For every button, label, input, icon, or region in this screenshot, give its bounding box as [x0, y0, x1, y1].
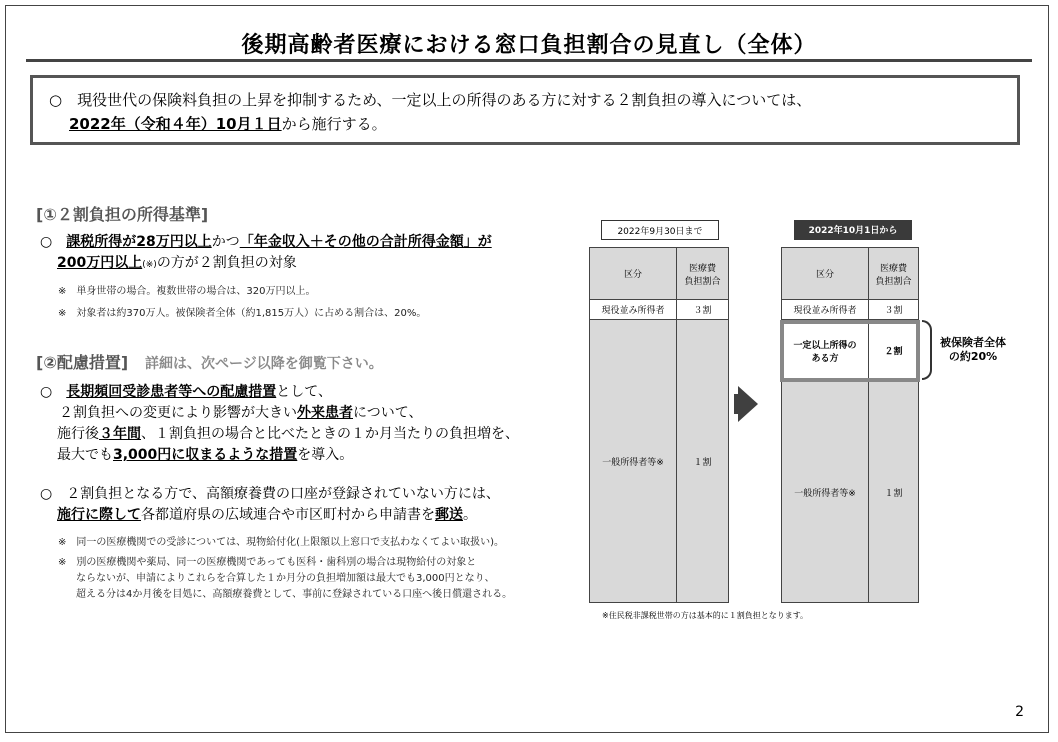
- after-row-general-rate: １割: [869, 382, 919, 603]
- relief-as: として、: [276, 384, 332, 400]
- after-row-active-rate: ３割: [869, 300, 919, 320]
- brace-label: 被保険者全体 の約20%: [940, 336, 1006, 363]
- relief-note-1: ※ 同一の医療機関での受診については、現物給付化(上限額以上窓口で支払わなくてよい取扱い)。: [58, 537, 504, 548]
- brace-icon: [922, 320, 932, 380]
- mail-timing: 施行に際して: [57, 507, 141, 523]
- relief-about: について、: [353, 405, 423, 421]
- relief-note-2a: ※ 別の医療機関や薬局、同一の医療機関であっても医科・歯科別の場合は現物給付の対象と: [58, 557, 477, 568]
- summary-line1: 現役世代の保険料負担の上昇を抑制するため、一定以上の所得のある方に対する２割負担の導入については、: [77, 91, 812, 109]
- section2-heading: [②配慮措置]: [36, 353, 129, 372]
- mail-post: 郵送: [435, 507, 463, 523]
- before-row-active-rate: ３割: [677, 300, 729, 320]
- criteria-target: の方が２割負担の対象: [156, 255, 297, 271]
- criteria-and: かつ: [211, 234, 240, 250]
- before-row-active: 現役並み所得者: [590, 300, 677, 320]
- relief-max: 最大でも: [57, 447, 113, 463]
- relief-after: 施行後: [57, 426, 99, 442]
- section-income-criteria: [36, 202, 208, 225]
- before-row-general: 一般所得者等※: [590, 320, 677, 603]
- relief-bullet-1: ○ 長期頻回受診患者等への配慮措置として、 ２割負担への変更により影響が大きい外来患者について、 施行後３年間、１割負担の場合と比べたときの１か月当たりの負担増を、 最大でも3,000円に収まるような措置を導入。: [40, 384, 519, 463]
- criteria-taxable-income: 課税所得が28万円以上: [66, 234, 212, 250]
- criteria-note-2: ※ 対象者は約370万人。被保険者全体（約1,815万人）に占める割合は、20%。: [58, 308, 427, 319]
- relief-3years: ３年間: [99, 426, 141, 442]
- criteria-note-1: ※ 単身世帯の場合。複数世帯の場合は、320万円以上。: [58, 286, 316, 297]
- before-caption: 2022年9月30日まで: [601, 220, 719, 240]
- relief-outpatient: 外来患者: [297, 405, 353, 421]
- criteria-mark: (※): [142, 260, 157, 270]
- relief-bullet-2: ○ ２割負担となる方で、高額療養費の口座が登録されていない方には、 施行に際して各都道府県の広域連合や市区町村から申請書を郵送。: [40, 486, 500, 523]
- after-header-rate: 医療費 負担割合: [869, 248, 919, 300]
- criteria-threshold: 200万円以上: [57, 255, 143, 271]
- summary-bullet: ○: [49, 91, 63, 109]
- before-header-rate: 医療費 負担割合: [677, 248, 729, 300]
- page-number: 2: [1015, 704, 1024, 720]
- summary-box: [30, 75, 1020, 145]
- before-table: [589, 247, 729, 603]
- mail-intro: ２割負担となる方で、高額療養費の口座が登録されていない方には、: [66, 486, 500, 502]
- before-row-general-rate: １割: [677, 320, 729, 603]
- relief-impact: ２割負担への変更により影響が大きい: [59, 405, 297, 421]
- criteria-text: ○ 課税所得が28万円以上かつ「年金収入＋その他の合計所得金額」が 200万円以上(※)の方が２割負担の対象: [40, 234, 492, 271]
- after-row-active: 現役並み所得者: [782, 300, 869, 320]
- section1-heading: [①２割負担の所得基準]: [36, 205, 209, 224]
- relief-3000: 3,000円に収まるような措置: [113, 447, 298, 463]
- summary-line2: から施行する。: [281, 115, 387, 133]
- relief-note-2b: ならないが、申請によりこれらを合算した１か月分の負担増加額は最大でも3,000円となり、: [76, 573, 495, 584]
- after-row-new: 一定以上所得の ある方: [782, 320, 869, 382]
- title-underline: [26, 59, 1032, 62]
- after-table: [781, 247, 919, 603]
- highlight-frame: [780, 320, 920, 382]
- enforcement-date: 2022年（令和４年）10月１日: [69, 115, 282, 133]
- relief-note-2: [58, 555, 512, 603]
- criteria-pension: 「年金収入＋その他の合計所得金額」が: [239, 234, 492, 250]
- section-relief-measures: [36, 350, 383, 373]
- after-header-category: 区分: [782, 248, 869, 300]
- relief-compare: 、１割負担の場合と比べたときの１か月当たりの負担増を、: [141, 426, 519, 442]
- arrow-right-icon: [738, 386, 758, 422]
- table-footnote: ※住民税非課税世帯の方は基本的に１割負担となります。: [602, 611, 809, 620]
- relief-introduce: を導入。: [297, 447, 354, 463]
- section2-see-next: 詳細は、次ページ以降を御覧下さい。: [144, 356, 383, 372]
- relief-note-2c: 超える分は4か月後を目処に、高額療養費として、事前に登録されている口座へ後日償還される。: [76, 589, 513, 600]
- after-caption: 2022年10月1日から: [794, 220, 912, 240]
- page-title: 後期高齢者医療における窓口負担割合の見直し（全体）: [241, 33, 817, 58]
- relief-long-term: 長期頻回受診患者等への配慮措置: [66, 384, 277, 400]
- after-row-general: 一般所得者等※: [782, 382, 869, 603]
- mail-from: 各都道府県の広域連合や市区町村から申請書を: [141, 507, 435, 523]
- after-row-new-rate: ２割: [869, 320, 919, 382]
- before-header-category: 区分: [590, 248, 677, 300]
- mail-period: 。: [463, 507, 477, 523]
